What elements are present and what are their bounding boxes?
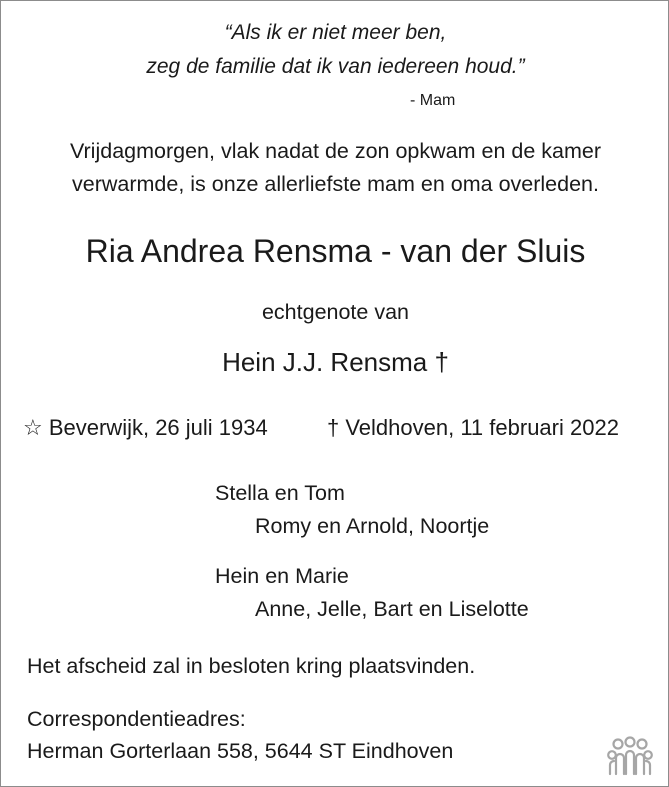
- correspondence-label: Correspondentieadres:: [27, 707, 246, 731]
- quote-line-1: “Als ik er niet meer ben,: [224, 21, 447, 44]
- correspondence-address: Herman Gorterlaan 558, 5644 ST Eindhoven: [27, 739, 454, 763]
- quote-attribution: - Mam: [410, 92, 456, 109]
- farewell-text: Het afscheid zal in besloten kring plaatsvinden.: [27, 654, 476, 678]
- family-children-1: Romy en Arnold, Noortje: [255, 514, 490, 538]
- intro-line-2: verwarmde, is onze allerliefste mam en oma overleden.: [72, 172, 599, 196]
- family-people-icon: [606, 736, 654, 776]
- death-date: † Veldhoven, 11 februari 2022: [327, 415, 619, 440]
- intro-line-1: Vrijdagmorgen, vlak nadat de zon opkwam en de kamer: [69, 139, 602, 163]
- quote-line-2: zeg de familie dat ik van iedereen houd.”: [146, 55, 525, 78]
- family-parents-2: Hein en Marie: [215, 564, 349, 588]
- deceased-name: Ria Andrea Rensma - van der Sluis: [85, 233, 586, 269]
- birth-date: ☆ Beverwijk, 26 juli 1934: [23, 415, 268, 440]
- family-children-2: Anne, Jelle, Bart en Liselotte: [255, 597, 529, 621]
- relation-text: echtgenote van: [261, 300, 410, 324]
- spouse-name: Hein J.J. Rensma †: [222, 347, 449, 377]
- family-parents-1: Stella en Tom: [215, 481, 345, 505]
